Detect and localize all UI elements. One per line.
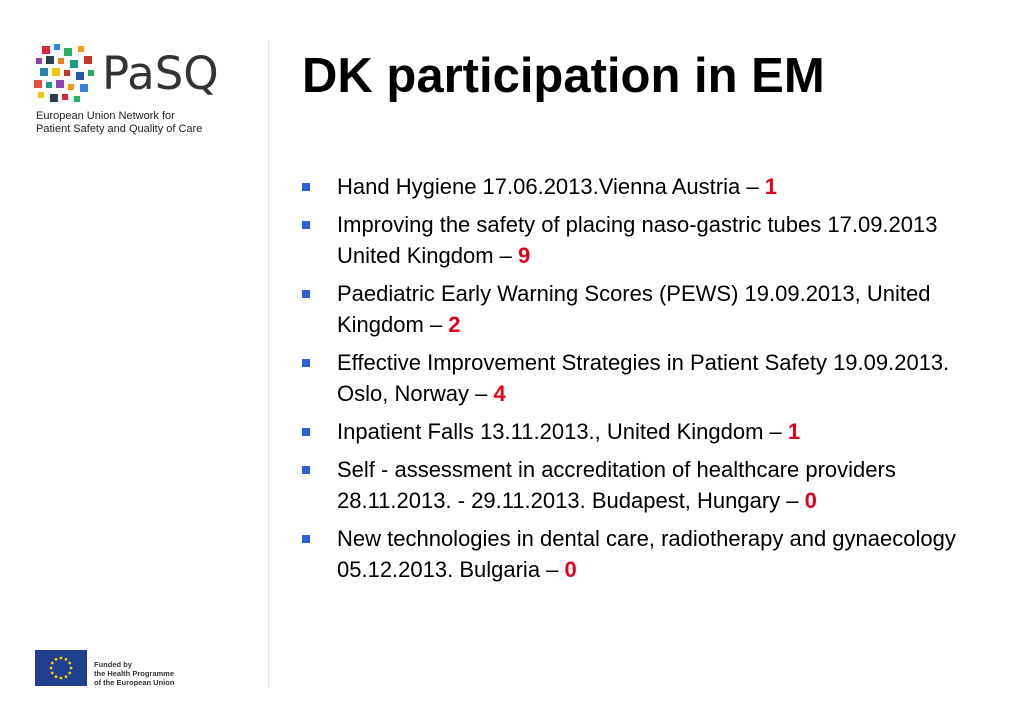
square-bullet-icon [302,466,310,474]
participant-count: 9 [518,243,531,268]
square-bullet-icon [302,290,310,298]
funding-line-3: of the European Union [94,678,175,687]
square-bullet-icon [302,535,310,543]
funding-line-1: Funded by [94,660,132,669]
funding-line-2: the Health Programme [94,669,175,678]
bullet-item [302,278,982,340]
square-bullet-icon [302,359,310,367]
logo-subtitle [36,110,246,136]
square-bullet-icon [302,183,310,191]
bullet-item [302,454,982,516]
participant-count: 0 [804,488,817,513]
participant-count: 2 [448,312,461,337]
square-bullet-icon [302,428,310,436]
logo-subtitle-line-2: Patient Safety and Quality of Care [36,123,203,135]
bullet-text: Self - assessment in accreditation of healthcare providers 28.11.2013. - 29.11.2013. Budapest, Hungary – [337,457,896,513]
bullet-item [302,523,982,585]
participant-count: 0 [564,557,577,582]
bullet-text: Inpatient Falls 13.11.2013., United Kingdom – [337,419,788,444]
eu-flag-icon [35,650,87,686]
square-bullet-icon [302,221,310,229]
logo-subtitle-line-1: European Union Network for [36,110,175,122]
slide-title: DK participation in EM [302,49,825,103]
bullet-item [302,347,982,409]
funding-statement [94,660,254,687]
bullet-text: Improving the safety of placing naso-gastric tubes 17.09.2013 United Kingdom – [337,212,938,268]
participant-count: 4 [493,381,506,406]
pasq-logo-mosaic-icon [34,44,98,104]
bullet-item [302,209,982,271]
pasq-wordmark: PaSQ [102,47,219,100]
bullet-text: Hand Hygiene 17.06.2013.Vienna Austria – [337,174,765,199]
participant-count: 1 [787,419,801,444]
bullet-list [302,171,982,592]
column-divider [268,40,269,688]
bullet-item [302,416,982,447]
bullet-text: Effective Improvement Strategies in Patient Safety 19.09.2013. Oslo, Norway – [337,350,950,406]
bullet-text: Paediatric Early Warning Scores (PEWS) 19.09.2013, United Kingdom – [337,281,931,337]
bullet-text: New technologies in dental care, radiotherapy and gynaecology 05.12.2013. Bulgaria – [337,526,956,582]
participant-count: 1 [764,174,777,199]
bullet-item [302,171,982,202]
